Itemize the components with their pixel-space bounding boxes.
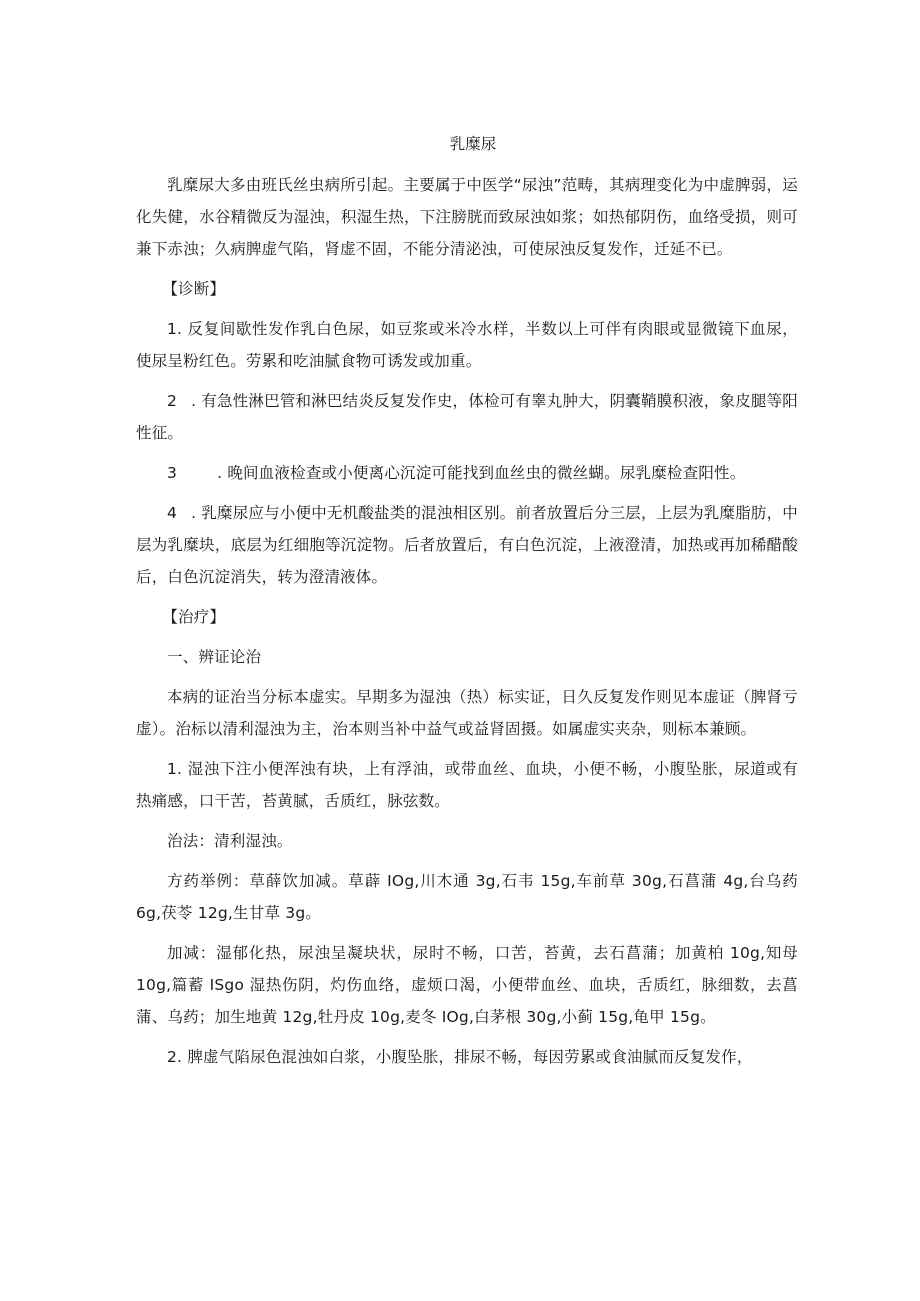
document-page bbox=[136, 128, 798, 1081]
diagnosis-item-2 bbox=[136, 385, 798, 449]
intro-paragraph: 乳糜尿大多由班氏丝虫病所引起。主要属于中医学“尿浊”范畴，其病理变化为中虚脾弱，运化失健，水谷精微反为湿浊，积湿生热，下注膀胱而致尿浊如浆；如热郁阴伤，血络受损，则可兼下赤浊；久病脾虚气陷，肾虚不固，不能分清泌浊，可使尿浊反复发作，迁延不已。 bbox=[136, 176, 798, 258]
diagnosis-item-3-text: . 晚间血液检查或小便离心沉淀可能找到血丝虫的微丝蝴。尿乳糜检查阳性。 bbox=[217, 464, 746, 482]
modification-1: 加减：湿郁化热，尿浊呈凝块状，尿时不畅，口苦，苔黄，去石菖蒲；加黄柏 10g,知母 10g,篇蓄 ISgo 湿热伤阴，灼伤血络，虚烦口渴，小便带血丝、血块，舌质红，脉细数，去菖蒲、乌药；加生地黄 12g,牡丹皮 10g,麦冬 IOg,白茅根 30g,小蓟 15g,龟甲 15g。 bbox=[136, 944, 798, 1026]
diagnosis-item-3 bbox=[136, 457, 798, 489]
pattern-2: 2. 脾虚气陷尿色混浊如白浆，小腹坠胀，排尿不畅，每因劳累或食油腻而反复发作， bbox=[167, 1048, 753, 1066]
formula-1: 方药举例：草薛饮加减。草薜 IOg,川木通 3g,石韦 15g,车前草 30g,石菖蒲 4g,台乌药 6g,茯苓 12g,生甘草 3g。 bbox=[136, 872, 798, 922]
diagnosis-item-2-number: 2 bbox=[167, 392, 178, 410]
diagnosis-heading: 【诊断】 bbox=[162, 280, 226, 298]
diagnosis-item-4-text: . 乳糜尿应与小便中无机酸盐类的混浊相区别。前者放置后分三层，上层为乳糜脂肪，中层为乳糜块，底层为红细胞等沉淀物。后者放置后，有白色沉淀，上液澄清，加热或再加稀醋酸后，白色沉淀消失，转为澄清液体。 bbox=[136, 504, 798, 586]
document-title: 乳糜尿 bbox=[449, 135, 497, 153]
diagnosis-item-2-text: . 有急性淋巴管和淋巴结炎反复发作史，体检可有睾丸肿大，阴囊鞘膜积液，象皮腿等阳性征。 bbox=[136, 392, 798, 442]
diagnosis-item-4-number: 4 bbox=[167, 504, 178, 522]
section-1-title: 一、辨证论治 bbox=[167, 648, 262, 666]
pattern-1: 1. 湿浊下注小便浑浊有块，上有浮油，或带血丝、血块，小便不畅，小腹坠胀，尿道或有热痛感，口干苦，苔黄腻，舌质红，脉弦数。 bbox=[136, 760, 798, 810]
diagnosis-item-1: 1. 反复间歇性发作乳白色尿，如豆浆或米冷水样，半数以上可伴有肉眼或显微镜下血尿，使尿呈粉红色。劳累和吃油腻食物可诱发或加重。 bbox=[136, 320, 798, 370]
section-1-intro: 本病的证治当分标本虚实。早期多为湿浊（热）标实证，日久反复发作则见本虚证（脾肾亏虚）。治标以清利湿浊为主，治本则当补中益气或益肾固摄。如属虚实夹杂，则标本兼顾。 bbox=[136, 688, 798, 738]
method-1: 治法：清利湿浊。 bbox=[167, 832, 293, 850]
diagnosis-item-4 bbox=[136, 497, 798, 593]
diagnosis-item-3-number: 3 bbox=[167, 464, 178, 482]
treatment-heading: 【治疗】 bbox=[162, 608, 226, 626]
